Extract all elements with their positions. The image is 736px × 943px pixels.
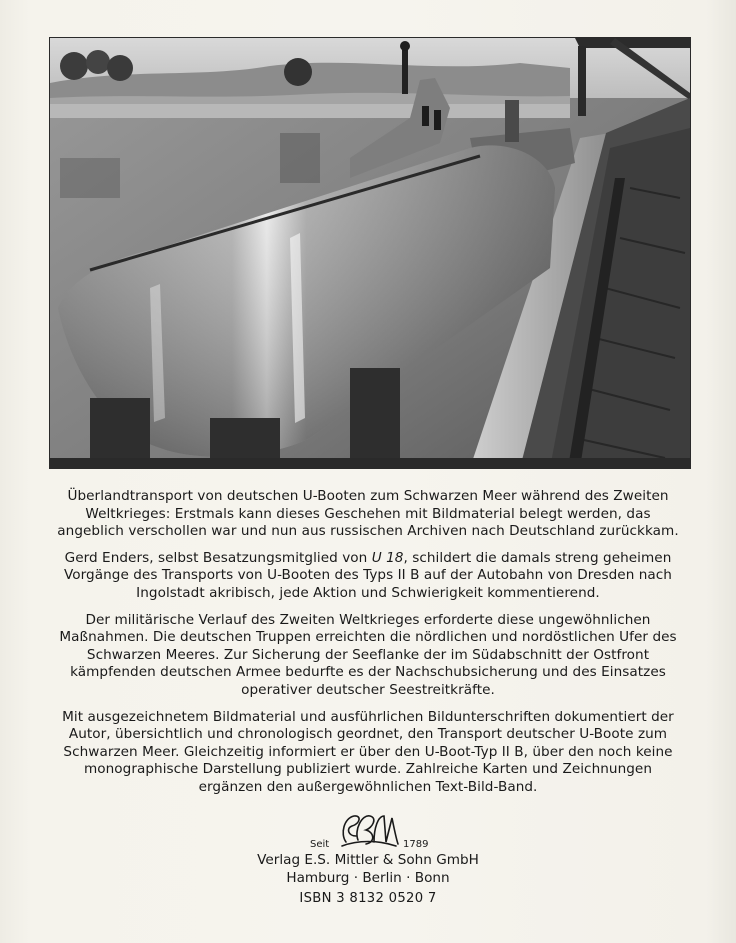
isbn-number: ISBN 3 8132 0520 7 [299, 891, 437, 907]
publisher-block [218, 808, 518, 908]
blurb-p2-before: Gerd Enders, selbst Besatzungsmitglied von [64, 549, 372, 566]
blurb-paragraph-4: Mit ausgezeichnetem Bildmaterial und ausführlichen Bildunterschriften dokumentiert der Autor, übersichtlich und chronologisch geordnet, den Transport deutscher U-Boote zum Schwarzen Meer. Gleichzeitig informiert er über den U-Boot-Typ II B, über den noch keine monographische Darstellung publiziert wurde. Zahlreiche Karten und Zeichnungen ergänzen den außergewöhnlichen Text-Bild-Band. [62, 708, 674, 795]
blurb-paragraph-3: Der militärische Verlauf des Zweiten Weltkrieges erforderte diese ungewöhnlichen Maßnahmen. Die deutschen Truppen erreichten die nördlichen und nordöstlichen Ufer des Schwarzen Meeres. Zur Sicherung der Seeflanke der im Südabschnitt der Ostfront kämpfenden deutschen Armee bedurfte es der Nachschubsicherung und des Einsatzes operativer deutscher Seestreitkräfte. [59, 611, 677, 698]
boat-name: U 18 [371, 549, 404, 566]
logo-row [218, 808, 518, 852]
blurb-paragraph-2 [56, 550, 680, 603]
blurb-paragraph-1: Überlandtransport von deutschen U-Booten zum Schwarzen Meer während des Zweiten Weltkrieges: Erstmals kann dieses Geschehen mit Bildmaterial belegt werden, das angeblich verschollen war und nun aus russischen Archiven nach Deutschland zurückkam. [57, 488, 679, 540]
photo-illustration [50, 38, 690, 468]
founding-year: 1789 [403, 839, 429, 850]
blurb-p2-after: , schildert die damals streng geheimen Vorgänge des Transports von U-Booten des Typs II B auf der Autobahn von Dresden nach Ingolstadt akribisch, jede Aktion und Schwierigkeit kommentierend. [64, 549, 672, 601]
submarine-transport-photo [50, 38, 690, 468]
publisher-cities: Hamburg · Berlin · Bonn [286, 869, 450, 886]
seit-label: Seit [310, 839, 330, 850]
publisher-name: Verlag E.S. Mittler & Sohn GmbH [257, 852, 479, 868]
esm-monogram-logo-icon [338, 810, 400, 850]
blurb-text [56, 488, 680, 806]
